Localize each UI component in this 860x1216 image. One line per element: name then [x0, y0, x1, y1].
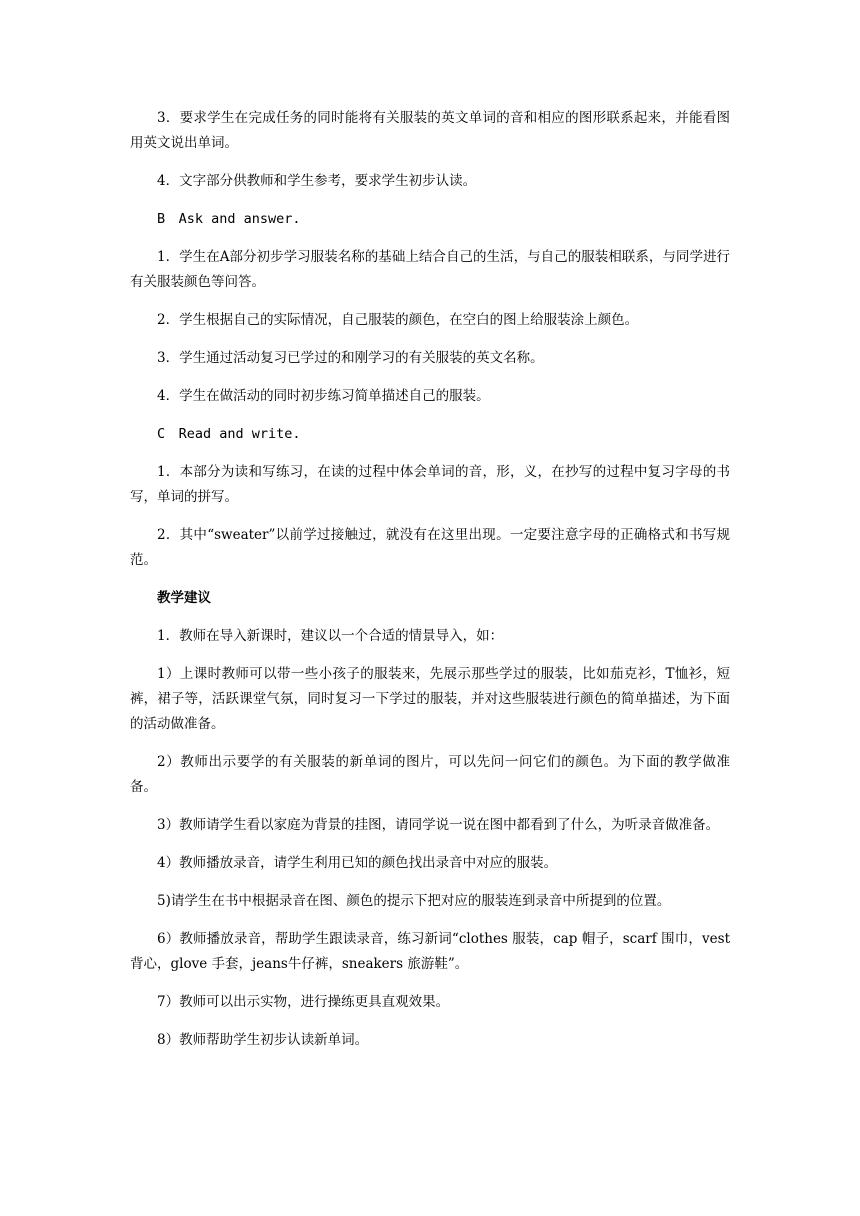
paragraph-step-1: 1）上课时教师可以带一些小孩子的服装来，先展示那些学过的服装，比如茄克衫，T恤衫，短裤，裙子等，活跃课堂气氛，同时复习一下学过的服装，并对这些服装进行颜色的简单描述，为下面的活动做准备。 [130, 666, 730, 732]
paragraph-task-4: 4．文字部分供教师和学生参考，要求学生初步认读。 [157, 173, 477, 189]
paragraph-c-2: 2．其中“sweater”以前学过接触过，就没有在这里出现。一定要注意字母的正确格式和书写规范。 [130, 527, 730, 568]
paragraph-step-5: 5)请学生在书中根据录音在图、颜色的提示下把对应的服装连到录音中所提到的位置。 [157, 893, 671, 909]
paragraph-step-6: 6）教师播放录音，帮助学生跟读录音，练习新词“clothes 服装，cap 帽子，scarf 围巾，vest背心，glove 手套，jeans牛仔裤，sneakers 旅游鞋”。 [130, 931, 730, 972]
paragraph-b-3: 3．学生通过活动复习已学过的和刚学习的有关服装的英文名称。 [157, 350, 544, 366]
section-heading-teaching-suggestions: 教学建议 [157, 590, 211, 606]
section-heading-c: C Read and write. [157, 426, 301, 442]
paragraph-step-7: 7）教师可以出示实物，进行操练更具直观效果。 [157, 994, 450, 1010]
paragraph-step-4: 4）教师播放录音，请学生利用已知的颜色找出录音中对应的服装。 [157, 855, 558, 871]
paragraph-b-4: 4．学生在做活动的同时初步练习简单描述自己的服装。 [157, 388, 490, 404]
paragraph-b-2: 2．学生根据自己的实际情况，自己服装的颜色，在空白的图上给服装涂上颜色。 [157, 312, 639, 328]
paragraph-task-3: 3．要求学生在完成任务的同时能将有关服装的英文单词的音和相应的图形联系起来，并能看图用英文说出单词。 [130, 110, 730, 151]
paragraph-b-1: 1．学生在A部分初步学习服装名称的基础上结合自己的生活，与自己的服装相联系，与同学进行有关服装颜色等问答。 [130, 249, 730, 290]
paragraph-step-2: 2）教师出示要学的有关服装的新单词的图片，可以先问一问它们的颜色。为下面的教学做准备。 [130, 754, 730, 795]
paragraph-suggestion-1: 1．教师在导入新课时，建议以一个合适的情景导入，如： [157, 628, 504, 644]
document-body [130, 106, 730, 1066]
section-heading-b: B Ask and answer. [157, 211, 301, 227]
paragraph-c-1: 1．本部分为读和写练习，在读的过程中体会单词的音，形，义，在抄写的过程中复习字母的书写，单词的拼写。 [130, 464, 730, 505]
paragraph-step-8: 8）教师帮助学生初步认读新单词。 [157, 1032, 369, 1048]
paragraph-step-3: 3）教师请学生看以家庭为背景的挂图，请同学说一说在图中都看到了什么，为听录音做准备。 [157, 817, 720, 833]
